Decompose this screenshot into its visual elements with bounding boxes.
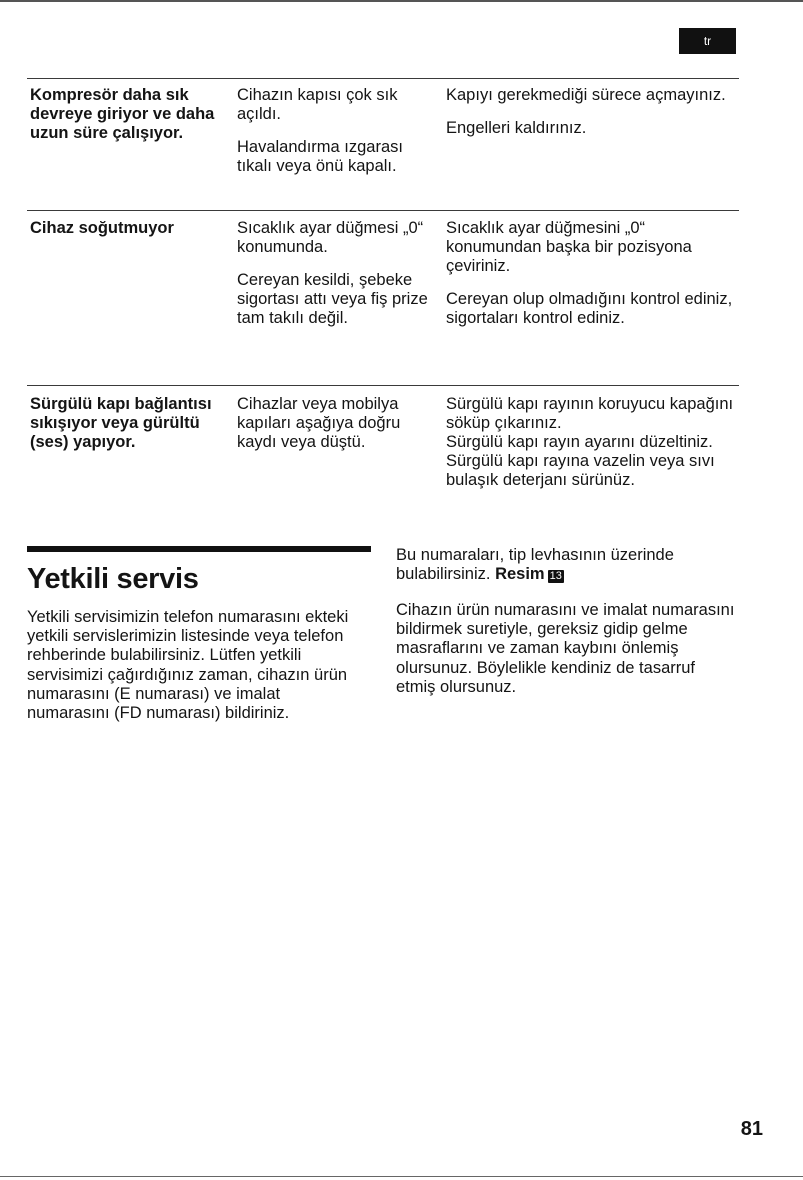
section-bar	[27, 546, 371, 552]
cause-row-2	[237, 219, 432, 328]
service-right-paragraph-2: Cihazın ürün numarasını ve imalat numarasını bildirmek suretiyle, gereksiz gidip gelme masraflarını ve zaman kaybını önlemiş olursunuz. Böylelikle kendiniz de tasarruf etmiş olursunuz.	[396, 601, 735, 696]
remedy-3-3: Sürgülü kapı rayına vazelin veya sıvı bulaşık deterjanı sürünüz.	[446, 452, 715, 489]
cause-2-2: Cereyan kesildi, şebeke sigortası attı veya fiş prize tam takılı değil.	[237, 271, 428, 327]
remedy-row-1	[446, 86, 736, 138]
service-left-paragraph: Yetkili servisimizin telefon numarasını ekteki yetkili servislerimizin listesinde veya telefon rehberinde bulabilirsiniz. Lütfen yetkili servisimizi çağırdığınız zaman, cihazın ürün numarasını (E numarası) ve imalat numarasını (FD numarası) bildiriniz.	[27, 608, 349, 723]
remedy-2-2: Cereyan olup olmadığını kontrol ediniz, sigortaları kontrol ediniz.	[446, 290, 733, 327]
figure-label: Resim	[495, 565, 545, 584]
remedy-3-2: Sürgülü kapı rayın ayarını düzeltiniz.	[446, 433, 713, 451]
remedy-2-1: Sıcaklık ayar düğmesini „0“ konumundan başka bir pozisyona çeviriniz.	[446, 219, 692, 275]
section-title: Yetkili servis	[27, 563, 199, 595]
service-right-paragraph-1	[396, 546, 741, 584]
remedy-1-2: Engelleri kaldırınız.	[446, 119, 587, 137]
cause-1-1: Cihazın kapısı çok sık açıldı.	[237, 86, 398, 123]
cause-3-1: Cihazlar veya mobilya kapıları aşağıya doğru kaydı veya düştü.	[237, 395, 401, 451]
table-rule-top	[27, 78, 739, 79]
page-number: 81	[740, 1118, 763, 1140]
cause-1-2: Havalandırma ızgarası tıkalı veya önü kapalı.	[237, 138, 403, 175]
problem-row-1: Kompresör daha sık devreye giriyor ve daha uzun süre çalışıyor.	[30, 86, 215, 142]
cause-row-1	[237, 86, 432, 176]
table-rule-row1	[27, 210, 739, 211]
remedy-row-3	[446, 395, 741, 490]
top-edge-rule	[0, 0, 803, 2]
cause-row-3	[237, 395, 442, 452]
language-tab: tr	[679, 28, 736, 54]
problem-row-3: Sürgülü kapı bağlantısı sıkışıyor veya gürültü (ses) yapıyor.	[30, 395, 212, 451]
remedy-3-1: Sürgülü kapı rayının koruyucu kapağını söküp çıkarınız.	[446, 395, 734, 432]
table-rule-row2	[27, 385, 739, 386]
remedy-row-2	[446, 219, 741, 328]
problem-row-2: Cihaz soğutmuyor	[30, 219, 174, 237]
figure-number-badge: 13	[549, 570, 562, 583]
bottom-edge-rule	[0, 1176, 803, 1177]
remedy-1-1: Kapıyı gerekmediği sürece açmayınız.	[446, 86, 726, 104]
type-plate-text: Bu numaraları, tip levhasının üzerinde bulabilirsiniz.	[396, 546, 674, 584]
cause-2-1: Sıcaklık ayar düğmesi „0“ konumunda.	[237, 219, 424, 256]
